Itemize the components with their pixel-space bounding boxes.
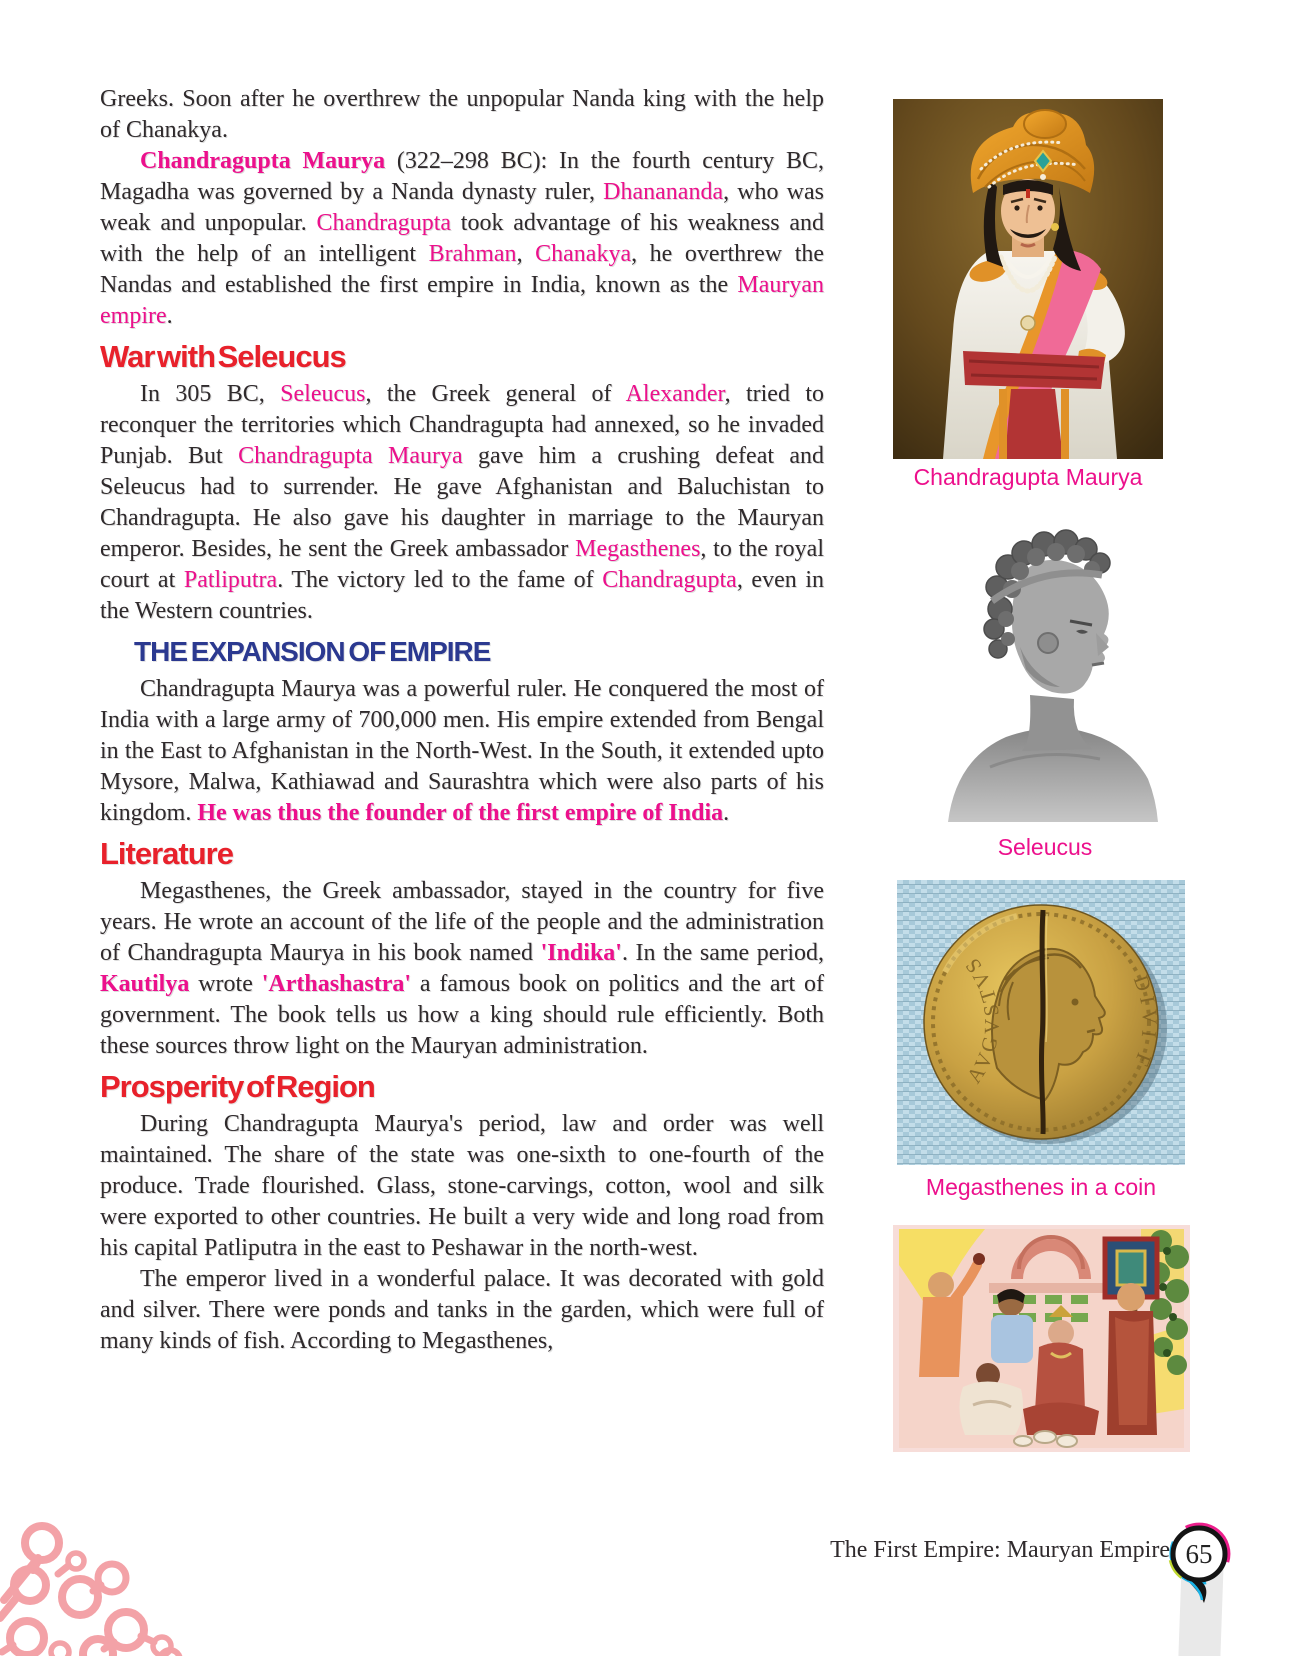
body-text: , the Greek general of <box>365 381 626 407</box>
section-heading: Literature <box>100 836 233 871</box>
svg-text:DIVI F: DIVI F <box>1127 972 1162 1075</box>
highlighted-term: Chandragupta Maurya <box>140 148 386 174</box>
body-text: (322–298 BC): In the fourth century BC, Magadha was governed by a Nanda dynasty ruler, <box>100 148 824 205</box>
chandragupta-portrait-figure <box>893 99 1163 459</box>
body-text: a famous book on politics and the art of government. The book tells us how a king should rule efficiently. Both these sources throw light on the Mauryan administration. <box>100 971 824 1059</box>
megasthenes-coin-figure <box>897 880 1185 1165</box>
royal-court-painting-figure <box>893 1225 1190 1452</box>
highlighted-term: Dhanananda <box>603 179 724 205</box>
body-text: , tried to reconquer the territories which Chandragupta had annexed, so he invaded Punjab. But <box>100 381 824 469</box>
page-number: 65 <box>1185 1539 1213 1569</box>
highlighted-term: Seleucus <box>280 381 366 407</box>
body-text: wrote <box>189 971 262 997</box>
svg-text:AVGVSTVS: AVGVSTVS <box>957 950 1004 1088</box>
footer-title: The First Empire: Mauryan Empire <box>830 1537 1170 1563</box>
section-heading: Prosperity of Region <box>100 1069 375 1104</box>
highlighted-term: 'Indika' <box>540 940 622 966</box>
seleucus-bust-figure <box>920 497 1170 822</box>
figure-caption-seleucus: Seleucus <box>997 834 1093 860</box>
highlighted-term: Alexander <box>625 381 725 407</box>
paragraph <box>100 379 824 627</box>
megasthenes-coin-image <box>897 880 1185 1165</box>
body-text: gave him a crushing defeat and Seleucus had to surrender. He gave Afghanistan and Baluchistan to Chandragupta. He also gave his daughter in marriage to the Mauryan emperor. Besides, he sent the Greek ambassador <box>100 443 825 562</box>
page-number-badge <box>1166 1522 1232 1608</box>
paragraph <box>100 674 824 829</box>
paragraph <box>100 1109 824 1264</box>
highlighted-term: Kautilya <box>100 971 190 997</box>
body-text: During Chandragupta Maurya's period, law and order was well maintained. The share of the state was one-sixth to one-fourth of the produce. Trade flourished. Glass, stone-carvings, cotton, wool and silk were exported to other countries. He built a very wide and long road from his capital Patliputra in the east to Peshawar in the north-west. <box>100 1111 824 1261</box>
body-text: took advantage of his weakness and with the help of an intelligent <box>100 210 824 267</box>
paragraph <box>100 84 824 146</box>
body-text: , even in the Western countries. <box>100 567 825 624</box>
paragraph <box>100 1264 824 1357</box>
highlighted-term: Chandragupta <box>602 567 737 593</box>
section-heading: THE EXPANSION OF EMPIRE <box>134 636 491 667</box>
highlighted-term: Patliputra <box>183 567 278 593</box>
body-text: , to the royal court at <box>100 536 824 593</box>
highlighted-term: Brahman <box>428 241 517 267</box>
highlighted-term: Chandragupta Maurya <box>238 443 463 469</box>
chandragupta-portrait-image <box>893 99 1163 459</box>
highlighted-term: Mauryan empire <box>100 272 824 329</box>
highlighted-term: Megasthenes <box>575 536 701 562</box>
body-text: . <box>166 303 173 329</box>
body-text: . In the same period, <box>621 940 825 966</box>
section-heading: War with Seleucus <box>100 339 346 374</box>
highlighted-term: Chanakya <box>535 241 632 267</box>
body-text: In 305 BC, <box>140 381 281 407</box>
body-text: , who was weak and unpopular. <box>100 179 824 236</box>
body-text: , he overthrew the Nandas and established the first empire in India, known as the <box>100 241 825 298</box>
body-text: The emperor lived in a wonderful palace. It was decorated with gold and silver. There were ponds and tanks in the garden, which were full of many kinds of fish. According to Megasthenes, <box>100 1266 824 1354</box>
body-text: , <box>516 241 536 267</box>
body-text: Chandragupta Maurya was a powerful ruler. He conquered the most of India with a large army of 700,000 men. His empire extended from Bengal in the East to Afghanistan in the North-West. In the South, it extended upto Mysore, Malwa, Kathiawad and Saurashtra which were also parts of his kingdom. <box>100 676 824 826</box>
paragraph <box>100 876 824 1062</box>
figure-caption-chandragupta: Chandragupta Maurya <box>913 464 1143 490</box>
figure-caption-coin: Megasthenes in a coin <box>925 1174 1157 1200</box>
body-text: Megasthenes, the Greek ambassador, stayed in the country for five years. He wrote an account of the life of the people and the administration of Chandragupta Maurya in his book named <box>100 878 824 966</box>
body-text: . <box>723 800 730 826</box>
highlighted-term: Chandragupta <box>316 210 452 236</box>
royal-court-painting-image <box>893 1225 1190 1452</box>
bubbles-decoration <box>0 1512 210 1656</box>
article-text-column <box>100 84 824 1357</box>
paragraph <box>100 146 824 332</box>
body-text: Greeks. Soon after he overthrew the unpopular Nanda king with the help of Chanakya. <box>100 86 824 143</box>
body-text: . The victory led to the fame of <box>277 567 603 593</box>
seleucus-bust-image <box>920 497 1170 822</box>
highlighted-term: 'Arthashastra' <box>261 971 412 997</box>
highlighted-term: He was thus the founder of the first empire of India <box>197 800 724 826</box>
